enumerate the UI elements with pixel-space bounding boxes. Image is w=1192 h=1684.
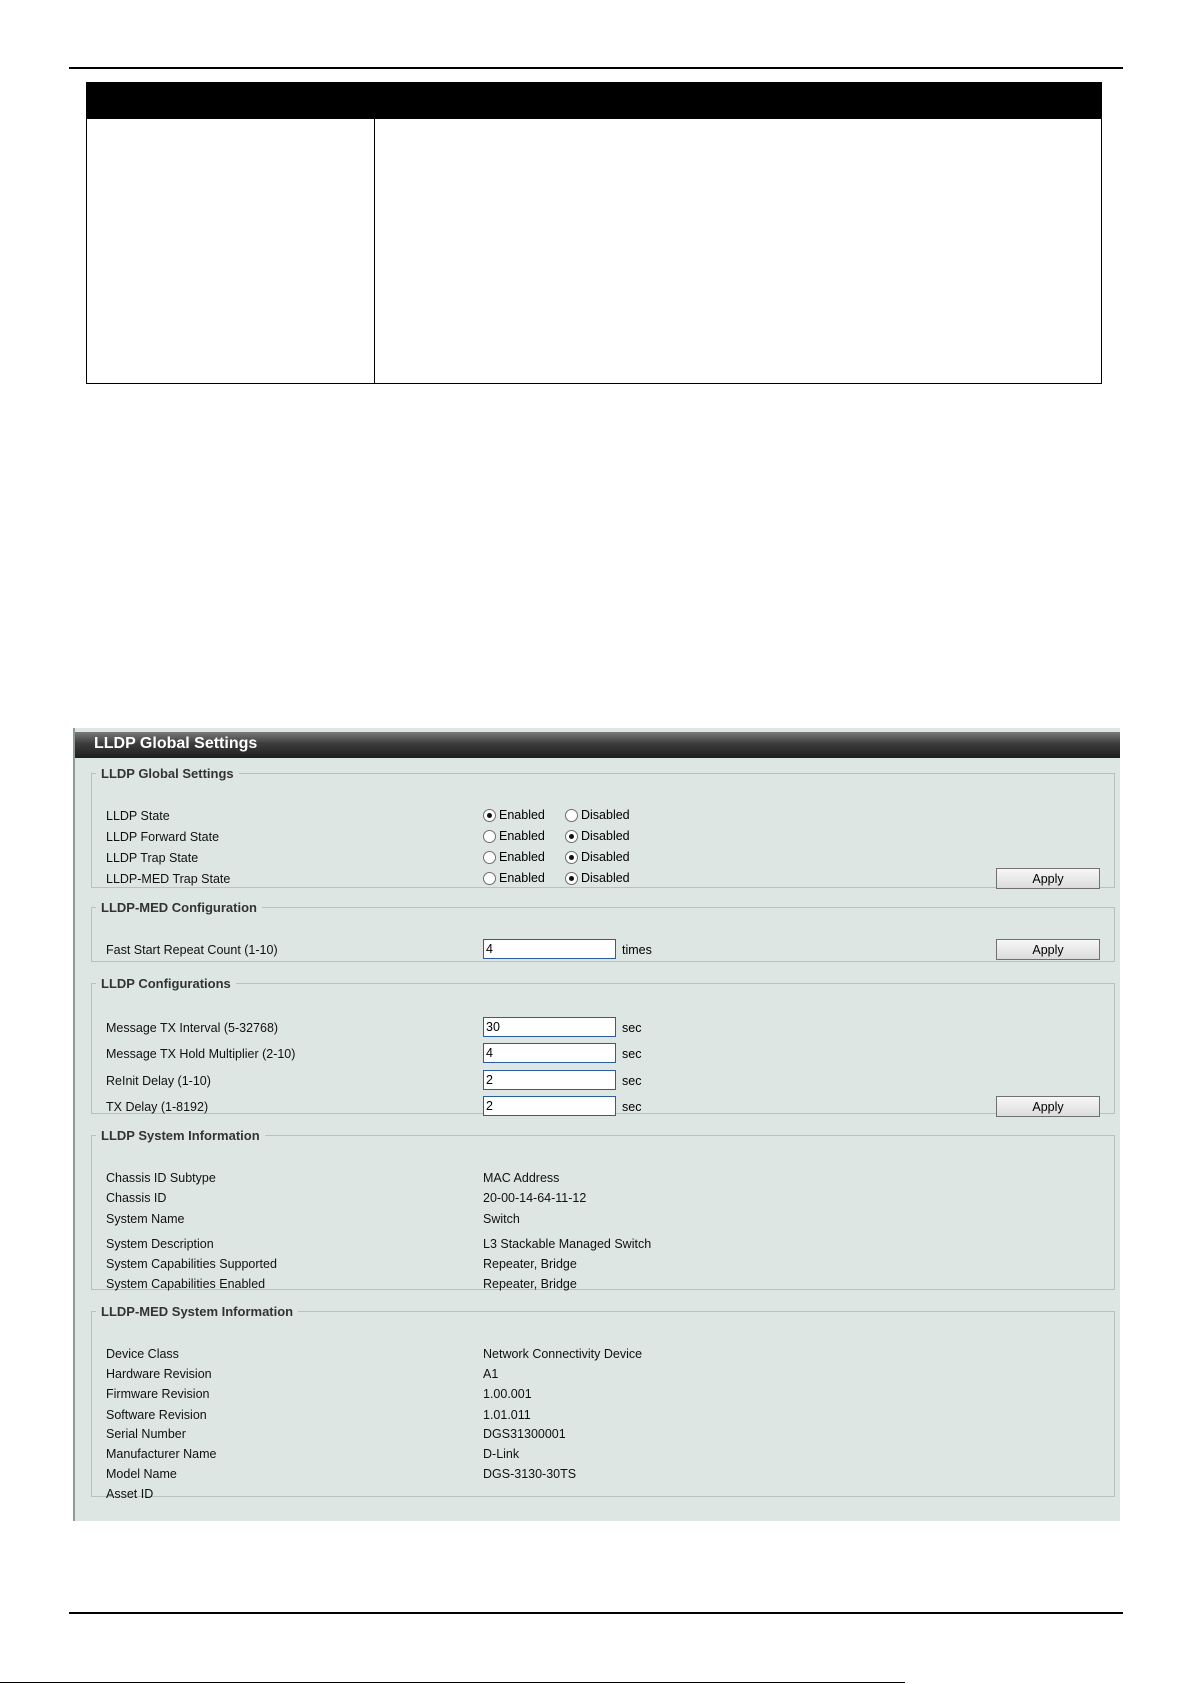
radio-label: Enabled — [499, 850, 545, 864]
document-table — [86, 82, 1102, 384]
tx-hold-multiplier-label: Message TX Hold Multiplier (2-10) — [106, 1047, 296, 1061]
document-table-divider — [374, 119, 375, 383]
med-info-row — [106, 1465, 1100, 1485]
med-info-label: Manufacturer Name — [106, 1447, 217, 1461]
lldp-state-row — [106, 807, 1100, 827]
lldp-state-label: LLDP State — [106, 809, 170, 823]
reinit-delay-unit: sec — [622, 1074, 642, 1088]
lldp-med-trap-state-label: LLDP-MED Trap State — [106, 872, 231, 886]
info-value: MAC Address — [483, 1171, 560, 1185]
reinit-delay-row — [106, 1072, 1100, 1092]
med-info-label: Device Class — [106, 1347, 179, 1361]
med-info-row — [106, 1406, 1100, 1426]
info-label: Chassis ID Subtype — [106, 1171, 216, 1185]
med-info-label: Software Revision — [106, 1408, 207, 1422]
lldp-state-disabled-radio[interactable] — [565, 808, 630, 822]
lldp-forward-disabled-radio[interactable] — [565, 829, 630, 843]
radio-icon[interactable] — [483, 851, 496, 864]
med-info-row — [106, 1485, 1100, 1505]
lldp-state-enabled-radio[interactable] — [483, 808, 545, 822]
fast-start-unit: times — [622, 943, 652, 957]
lldp-configurations-group — [91, 976, 1115, 1114]
info-row — [106, 1255, 1100, 1275]
tx-interval-unit: sec — [622, 1021, 642, 1035]
footnote-rule — [0, 1682, 905, 1683]
tx-delay-row — [106, 1098, 1100, 1118]
lldp-med-trap-state-row — [106, 870, 1100, 890]
panel-title: LLDP Global Settings — [94, 735, 258, 752]
footer-rule — [69, 1612, 1123, 1614]
info-row — [106, 1189, 1100, 1209]
med-info-value: DGS-3130-30TS — [483, 1467, 577, 1481]
med-info-row — [106, 1345, 1100, 1365]
lldp-med-trap-disabled-radio[interactable] — [565, 871, 630, 885]
tx-interval-input[interactable] — [483, 1017, 616, 1037]
lldp-trap-state-row — [106, 849, 1100, 869]
radio-label: Disabled — [581, 871, 630, 885]
fast-start-row — [106, 941, 1100, 961]
tx-interval-row — [106, 1019, 1100, 1039]
radio-label: Enabled — [499, 871, 545, 885]
info-row — [106, 1235, 1100, 1255]
reinit-delay-input[interactable] — [483, 1070, 616, 1090]
global-settings-legend: LLDP Global Settings — [101, 766, 234, 781]
lldp-med-trap-enabled-radio[interactable] — [483, 871, 545, 885]
med-info-value: D-Link — [483, 1447, 520, 1461]
lldp-forward-enabled-radio[interactable] — [483, 829, 545, 843]
lldp-configurations-legend: LLDP Configurations — [101, 976, 231, 991]
radio-icon[interactable] — [565, 830, 578, 843]
info-label: System Name — [106, 1212, 185, 1226]
radio-label: Disabled — [581, 850, 630, 864]
system-information-legend: LLDP System Information — [101, 1128, 260, 1143]
info-row — [106, 1210, 1100, 1230]
med-info-row — [106, 1365, 1100, 1385]
med-configuration-group — [91, 900, 1115, 962]
info-row — [106, 1169, 1100, 1189]
med-info-value: Network Connectivity Device — [483, 1347, 643, 1361]
radio-icon[interactable] — [565, 851, 578, 864]
info-value: 20-00-14-64-11-12 — [483, 1191, 587, 1205]
tx-interval-label: Message TX Interval (5-32768) — [106, 1021, 279, 1035]
lldp-trap-disabled-radio[interactable] — [565, 850, 630, 864]
document-table-header — [87, 83, 1101, 119]
lldp-configurations-apply-button[interactable]: Apply — [996, 1096, 1100, 1117]
info-value: Switch — [483, 1212, 520, 1226]
info-label: System Capabilities Supported — [106, 1257, 277, 1271]
info-label: System Capabilities Enabled — [106, 1277, 266, 1291]
lldp-global-settings-panel — [73, 728, 1120, 1521]
fast-start-input[interactable] — [483, 939, 616, 959]
info-row — [106, 1275, 1100, 1295]
med-system-information-group — [91, 1304, 1115, 1501]
radio-icon[interactable] — [483, 872, 496, 885]
med-info-label: Hardware Revision — [106, 1367, 212, 1381]
med-info-label: Asset ID — [106, 1487, 154, 1501]
radio-icon[interactable] — [565, 872, 578, 885]
radio-label: Disabled — [581, 808, 630, 822]
lldp-trap-state-label: LLDP Trap State — [106, 851, 199, 865]
med-info-value: A1 — [483, 1367, 499, 1381]
panel-title-bar — [75, 732, 1120, 758]
med-info-label: Model Name — [106, 1467, 177, 1481]
med-info-value: DGS31300001 — [483, 1427, 566, 1441]
med-info-label: Serial Number — [106, 1427, 186, 1441]
lldp-forward-state-row — [106, 828, 1100, 848]
med-info-value: 1.00.001 — [483, 1387, 532, 1401]
tx-delay-input[interactable] — [483, 1096, 616, 1116]
global-settings-apply-button[interactable]: Apply — [996, 868, 1100, 889]
lldp-trap-enabled-radio[interactable] — [483, 850, 545, 864]
tx-delay-unit: sec — [622, 1100, 642, 1114]
med-info-row — [106, 1385, 1100, 1405]
radio-icon[interactable] — [565, 809, 578, 822]
tx-delay-label: TX Delay (1-8192) — [106, 1100, 209, 1114]
global-settings-group — [91, 766, 1115, 888]
radio-icon[interactable] — [483, 830, 496, 843]
info-value: Repeater, Bridge — [483, 1257, 577, 1271]
system-information-group — [91, 1128, 1115, 1290]
med-system-information-legend: LLDP-MED System Information — [101, 1304, 294, 1319]
lldp-forward-state-label: LLDP Forward State — [106, 830, 220, 844]
header-rule — [69, 67, 1123, 69]
reinit-delay-label: ReInit Delay (1-10) — [106, 1074, 211, 1088]
tx-hold-multiplier-row — [106, 1045, 1100, 1065]
radio-label: Enabled — [499, 829, 545, 843]
med-configuration-legend: LLDP-MED Configuration — [101, 900, 257, 915]
med-info-row — [106, 1445, 1100, 1465]
med-configuration-apply-button[interactable]: Apply — [996, 939, 1100, 960]
radio-label: Enabled — [499, 808, 545, 822]
radio-label: Disabled — [581, 829, 630, 843]
fast-start-label: Fast Start Repeat Count (1-10) — [106, 943, 278, 957]
med-info-row — [106, 1425, 1100, 1445]
info-value: L3 Stackable Managed Switch — [483, 1237, 652, 1251]
tx-hold-multiplier-unit: sec — [622, 1047, 642, 1061]
info-label: Chassis ID — [106, 1191, 167, 1205]
tx-hold-multiplier-input[interactable] — [483, 1043, 616, 1063]
radio-icon[interactable] — [483, 809, 496, 822]
med-info-value: 1.01.011 — [483, 1408, 531, 1422]
info-value: Repeater, Bridge — [483, 1277, 577, 1291]
info-label: System Description — [106, 1237, 214, 1251]
med-info-label: Firmware Revision — [106, 1387, 210, 1401]
